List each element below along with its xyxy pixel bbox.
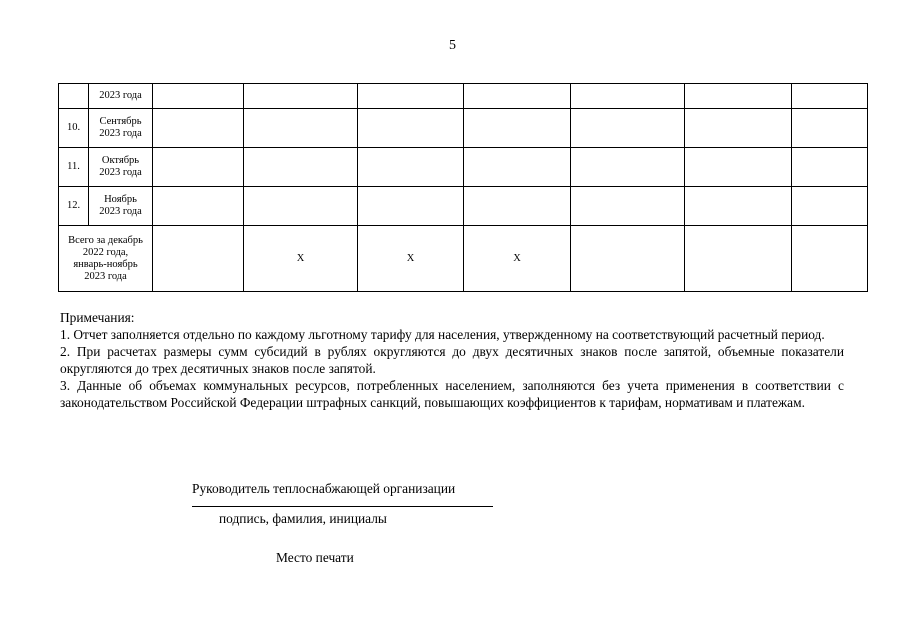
total-label-cell [59,226,153,292]
period-cell [89,109,153,148]
signature-block [192,481,493,527]
data-cell [571,148,685,187]
table-row [59,187,868,226]
data-cell [153,226,244,292]
data-cell [244,187,358,226]
signature-line [192,506,493,507]
total-row [59,226,868,292]
subsidy-report-table [58,83,868,292]
data-cell [792,84,868,109]
month-label: Октябрь [101,155,140,166]
year-label: 2023 года [99,167,142,178]
notes-section [60,309,844,411]
x-mark-cell: X [244,226,358,292]
data-cell [792,187,868,226]
note-item: 2. При расчетах размеры сумм субсидий в рублях округляются до двух десятичных знаков после запятой, объемные показатели округляются до трех десятичных знаков после запятой. [60,344,844,376]
data-cell [571,84,685,109]
data-cell [792,109,868,148]
row-number-cell: 12. [59,187,89,226]
total-label-line: Всего за декабрь [68,234,143,246]
data-cell [153,187,244,226]
data-cell [685,148,792,187]
row-number-cell [59,84,89,109]
table-row [59,109,868,148]
data-cell [153,148,244,187]
data-cell [358,148,464,187]
data-cell [358,187,464,226]
row-number-cell: 11. [59,148,89,187]
note-item: 1. Отчет заполняется отдельно по каждому льготному тарифу для населения, утвержденному на соответствующий расчетный период. [60,327,825,342]
data-cell [358,109,464,148]
data-cell [464,187,571,226]
data-cell [685,109,792,148]
data-cell [685,226,792,292]
data-cell [571,109,685,148]
data-cell [244,84,358,109]
stamp-place: Место печати [276,550,354,565]
data-cell [464,84,571,109]
notes-heading: Примечания: [60,310,135,325]
signature-caption: подпись, фамилия, инициалы [219,511,387,526]
data-cell [153,84,244,109]
x-mark-cell: X [358,226,464,292]
total-label-line: 2022 года, [82,246,129,258]
data-cell [792,148,868,187]
note-item: 3. Данные об объемах коммунальных ресурсов, потребленных населением, заполняются без учета применения в соответствии с законодательством Российской Федерации штрафных санкций, повышающих коэффициентов к тарифам, нормативам и платежам. [60,378,844,410]
data-cell [358,84,464,109]
x-mark-cell: X [464,226,571,292]
total-label-line: 2023 года [84,270,127,282]
data-cell [685,187,792,226]
row-number-cell: 10. [59,109,89,148]
table-row [59,148,868,187]
year-label: 2023 года [99,206,142,217]
data-cell [464,109,571,148]
period-cell [89,84,153,109]
data-cell [244,148,358,187]
data-cell [464,148,571,187]
period-cell [89,148,153,187]
year-label: 2023 года [99,128,142,139]
signatory-role: Руководитель теплоснабжающей организации [192,481,456,496]
page-number: 5 [449,38,456,53]
total-label-line: январь-ноябрь [73,258,138,270]
data-cell [153,109,244,148]
data-cell [571,226,685,292]
data-cell [685,84,792,109]
period-cell [89,187,153,226]
data-cell [244,109,358,148]
month-label: Сентябрь [99,116,142,127]
data-cell [571,187,685,226]
data-cell [792,226,868,292]
table-row [59,84,868,109]
month-label: Ноябрь [104,194,137,205]
period-label: 2023 года [99,90,142,101]
